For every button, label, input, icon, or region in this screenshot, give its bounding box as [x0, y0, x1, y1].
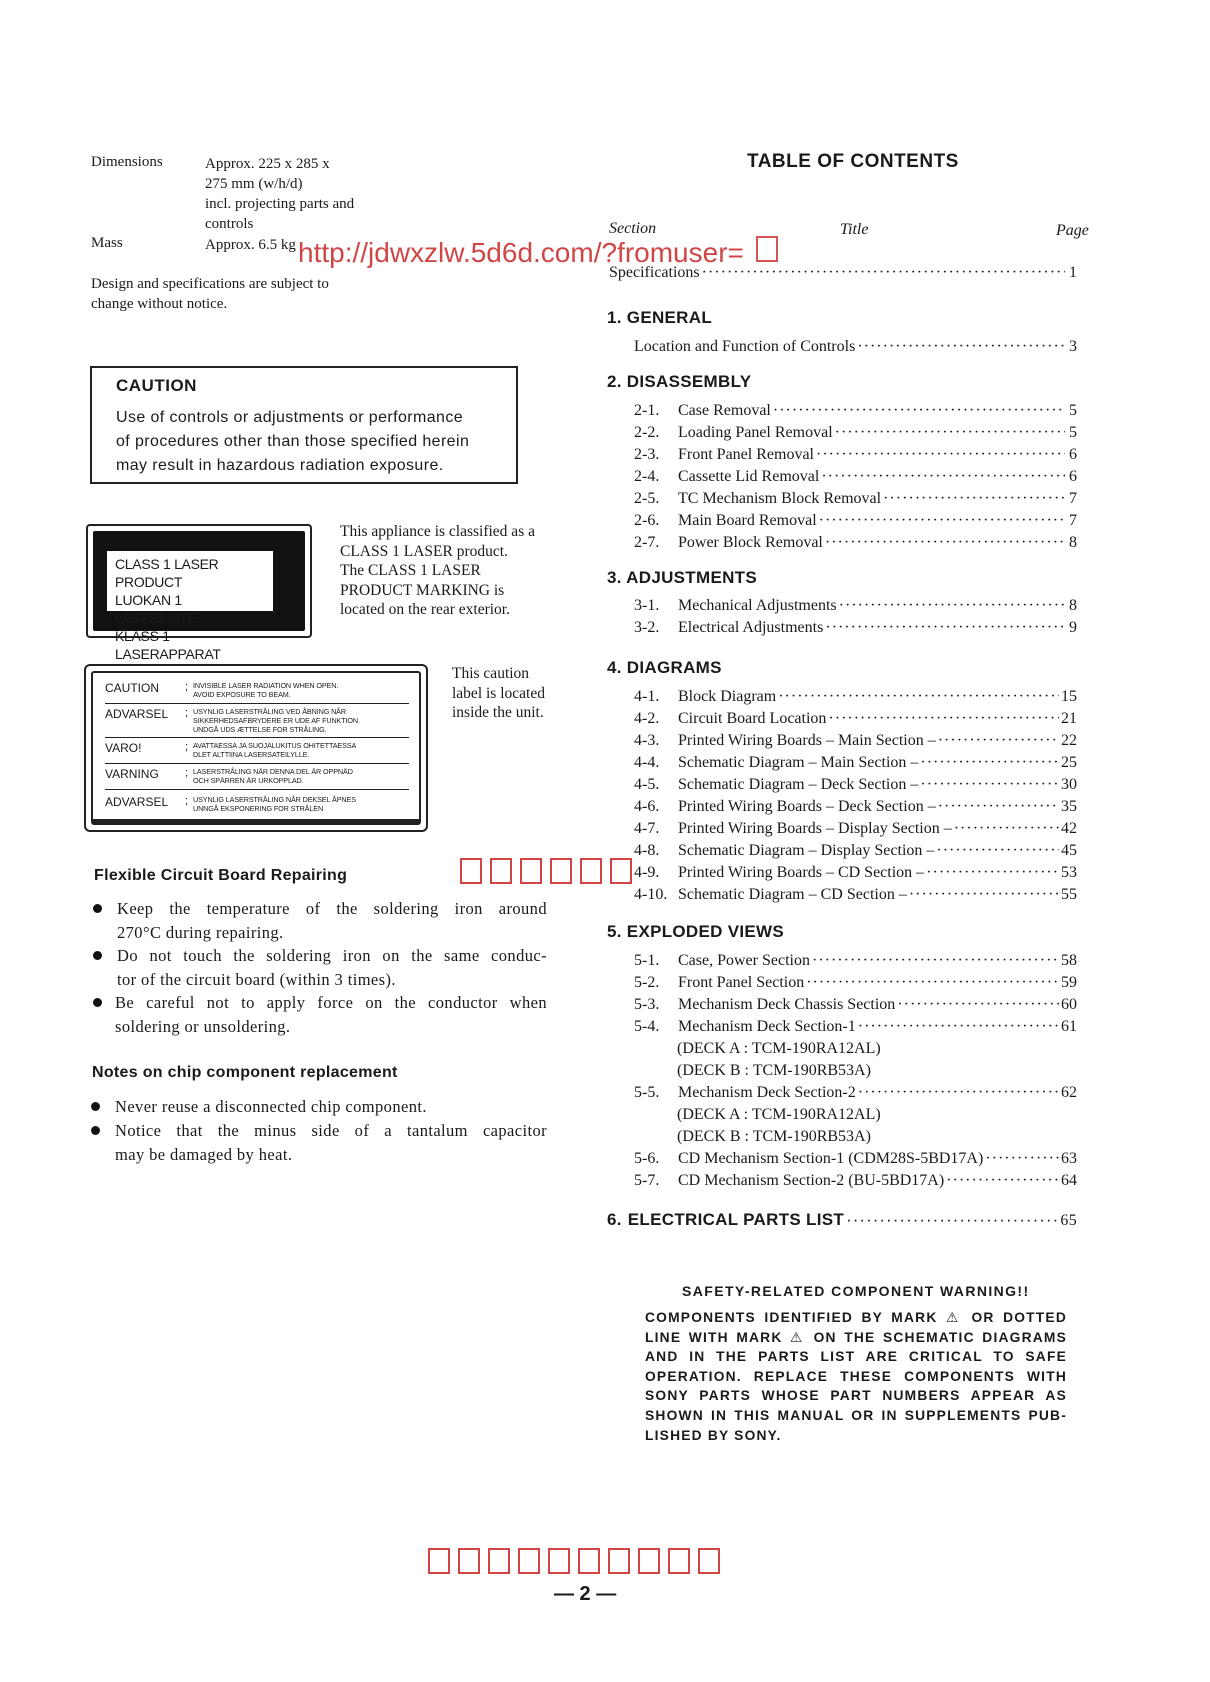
toc-entry[interactable] — [634, 424, 1077, 446]
caution-label — [84, 664, 428, 832]
toc-entry[interactable] — [634, 402, 1077, 424]
toc-entry-title: CD Mechanism Section-2 (BU-5BD17A) — [678, 1172, 945, 1189]
note-line: The CLASS 1 LASER — [340, 562, 481, 579]
toc-entry[interactable] — [634, 864, 1077, 886]
bullet-line: Be careful not to apply force on the conductor when — [115, 993, 547, 1012]
notice-line: Design and specifications are subject to — [91, 276, 329, 292]
toc-entry-page: 6 — [1069, 446, 1077, 463]
mass-value: Approx. 6.5 kg — [205, 237, 296, 253]
toc-entry-title: Cassette Lid Removal — [678, 468, 820, 485]
warning-line: LISHED BY SONY. — [645, 1427, 782, 1443]
toc-entry-num: 2-5. — [634, 490, 660, 507]
note-line: PRODUCT MARKING is — [340, 581, 505, 599]
toc-entry-page: 63 — [1061, 1150, 1077, 1167]
toc-entry-title: Case, Power Section — [678, 952, 810, 969]
toc-entry[interactable] — [634, 776, 1077, 798]
flex-item — [117, 944, 547, 992]
dimensions-line: 275 mm (w/h/d) — [205, 176, 303, 192]
caution-label-row: VARNING ; LASERSTRÅLING NÄR DENNA DEL ÄR OPPNÄD OCH SPÄRREN ÄR URKOPPLAD. — [105, 767, 409, 785]
dimensions-value — [205, 154, 354, 234]
dimensions-line: incl. projecting parts and — [205, 196, 355, 212]
chip-item — [115, 1119, 547, 1167]
toc-head-section: Section — [609, 220, 657, 237]
toc-entry-num: 2-4. — [634, 468, 660, 485]
toc-entry[interactable] — [634, 1150, 1077, 1172]
caution-label-lang: ADVARSEL — [105, 707, 169, 721]
toc-entry-num: 5-6. — [634, 1150, 660, 1167]
watermark-boxes-bottom — [428, 1548, 728, 1579]
toc-entry-title: CD Mechanism Section-1 (CDM28S-5BD17A) — [678, 1150, 984, 1167]
toc-entry-page: 7 — [1069, 490, 1077, 507]
toc-entry-page: 45 — [1061, 842, 1077, 859]
mass-label: Mass — [91, 235, 123, 251]
toc-entry-num: 4-9. — [634, 864, 660, 881]
toc-entry-page: 15 — [1061, 688, 1077, 705]
toc-entry[interactable] — [634, 710, 1077, 732]
toc-entry-page: 60 — [1061, 996, 1077, 1013]
toc-entry-page: 58 — [1061, 952, 1077, 969]
caution-line: Use of controls or adjustments or performance — [116, 409, 464, 426]
laser-label-line: KLASS 1 LASERAPPARAT — [115, 628, 221, 662]
caution-label-row: CAUTION ; INVISIBLE LASER RADIATION WHEN OPEN. AVOID EXPOSURE TO BEAM. — [105, 681, 409, 699]
toc-entry[interactable] — [634, 974, 1077, 996]
toc-entry-title: Electrical Adjustments — [678, 619, 824, 636]
toc-entry[interactable] — [634, 468, 1077, 490]
toc-entry-num: 4-5. — [634, 776, 660, 793]
toc-entry[interactable] — [634, 842, 1077, 864]
toc-entry-title: Specifications — [609, 264, 700, 281]
flex-heading: Flexible Circuit Board Repairing — [94, 867, 348, 884]
toc-entry[interactable] — [634, 1172, 1077, 1194]
toc-entry-page: 8 — [1069, 597, 1077, 614]
warning-line: LINE WITH MARK ⚠ ON THE SCHEMATIC DIAGRAMS — [645, 1329, 1067, 1345]
toc-entry-page: 64 — [1061, 1172, 1077, 1189]
caution-label-text: UNDGÅ UDS ÆTTELSE FOR STRÅLING. — [193, 725, 327, 734]
toc-entry-num: 4-7. — [634, 820, 660, 837]
caution-label-text: AVOID EXPOSURE TO BEAM. — [193, 690, 291, 699]
caution-label-row: VARO! ; AVATTAESSA JA SUOJALUKITUS OHITETTAESSA DLET ALTTIINA LASERSATEILYLLE. — [105, 741, 409, 759]
caution-label-row: ADVARSEL ; USYNLIG LASERSTRÅLING VED ÅBNING NÅR SIKKERHEDSAFBRYDERE ER UDE AF FUNKTION. UNDGÅ UDS ÆTTELSE FOR STRÅLING. — [105, 707, 409, 734]
toc-entry-num: 3-1. — [634, 597, 660, 614]
class1-laser-label — [86, 524, 312, 662]
toc-entry-title: Printed Wiring Boards – CD Section – — [678, 864, 925, 881]
toc-entry-num: 2-1. — [634, 402, 660, 419]
toc-entry-title: Printed Wiring Boards – Deck Section – — [678, 798, 936, 815]
toc-entry[interactable] — [634, 512, 1077, 534]
caution-label-lang: VARNING — [105, 767, 159, 781]
toc-entry-page: 3 — [1069, 338, 1077, 355]
caution-box — [90, 366, 518, 484]
toc-entry-page: 6 — [1069, 468, 1077, 485]
caution-label-text: USYNLIG LASERSTRÅLING NÅR DEKSEL ÅPNES — [193, 795, 356, 804]
toc-entry[interactable] — [634, 820, 1077, 842]
caution-label-text: USYNLIG LASERSTRÅLING VED ÅBNING NÅR — [193, 707, 346, 716]
toc-entry-title: Front Panel Removal — [678, 446, 814, 463]
toc-entry-num: 4-6. — [634, 798, 660, 815]
bullet-line: 270°C during repairing. — [117, 923, 284, 942]
toc-entry-num: 5-1. — [634, 952, 660, 969]
toc-entry-num: 4-3. — [634, 732, 660, 749]
caution-label-note — [452, 664, 545, 723]
note-line: This caution — [452, 665, 530, 682]
toc-entry-page: 8 — [1069, 534, 1077, 551]
toc-entry-page: 53 — [1061, 864, 1077, 881]
toc-entry[interactable] — [634, 597, 1077, 619]
chip-item — [115, 1095, 547, 1119]
toc-section-heading: 4. DIAGRAMS — [607, 658, 722, 677]
warning-line: SHOWN IN THIS MANUAL OR IN SUPPLEMENTS PUB- — [645, 1407, 1067, 1423]
toc-entry[interactable] — [634, 490, 1077, 512]
caution-label-text: OCH SPÄRREN ÄR URKOPPLAD. — [193, 776, 304, 785]
laser-label-line: CLASS 1 LASER PRODUCT — [115, 556, 219, 590]
caution-label-text: UNNGÅ EKSPONERING FOR STRÅLEN — [193, 804, 324, 813]
toc-entry-title: Schematic Diagram – Main Section – — [678, 754, 919, 771]
bullet-line: Do not touch the soldering iron on the same conduc- — [117, 946, 547, 965]
toc-entry[interactable] — [634, 952, 1077, 974]
toc-entry-num: 4-2. — [634, 710, 660, 727]
toc-entry-num: 5-3. — [634, 996, 660, 1013]
caution-text — [116, 406, 506, 478]
toc-entry-title: Mechanism Deck Section-1 — [678, 1018, 856, 1035]
caution-label-row: ADVARSEL ; USYNLIG LASERSTRÅLING NÅR DEKSEL ÅPNES UNNGÅ EKSPONERING FOR STRÅLEN — [105, 795, 409, 813]
chip-heading: Notes on chip component replacement — [92, 1064, 398, 1081]
toc-section-heading: 3. ADJUSTMENTS — [607, 568, 757, 587]
toc-entry-subline: (DECK A : TCM-190RA12AL) — [677, 1106, 881, 1123]
toc-entry[interactable] — [634, 732, 1077, 754]
toc-entry-subline: (DECK B : TCM-190RB53A) — [677, 1062, 871, 1079]
note-line: This appliance is classified as a — [340, 523, 535, 540]
toc-entry[interactable] — [634, 688, 1077, 710]
toc-entry-title: Case Removal — [678, 402, 771, 419]
toc-entry-page: 35 — [1061, 798, 1077, 815]
toc-entry-title: Mechanical Adjustments — [678, 597, 837, 614]
warning-text — [645, 1308, 1067, 1445]
bullet-line: Never reuse a disconnected chip component. — [115, 1097, 427, 1116]
toc-entry-num: 5-5. — [634, 1084, 660, 1101]
toc-entry-num: 4-1. — [634, 688, 660, 705]
watermark-url — [298, 236, 786, 269]
toc-entry-page: 59 — [1061, 974, 1077, 991]
toc-entry-page: 62 — [1061, 1084, 1077, 1101]
caution-label-lang: ADVARSEL — [105, 795, 169, 809]
caution-line: of procedures other than those specified herein — [116, 433, 470, 450]
toc-entry-page: 7 — [1069, 512, 1077, 529]
bullet-line: tor of the circuit board (within 3 times). — [117, 970, 396, 989]
toc-entry-title: Location and Function of Controls — [634, 338, 856, 355]
caution-label-lang: CAUTION — [105, 681, 159, 695]
caution-label-text: AVATTAESSA JA SUOJALUKITUS OHITETTAESSA — [193, 741, 357, 750]
caution-line: may result in hazardous radiation exposure. — [116, 457, 444, 474]
toc-entry-title: Loading Panel Removal — [678, 424, 833, 441]
toc-entry-page: 5 — [1069, 424, 1077, 441]
toc-entry-title: Mechanism Deck Chassis Section — [678, 996, 896, 1013]
toc-entry-page: 25 — [1061, 754, 1077, 771]
toc-section-heading: 5. EXPLODED VIEWS — [607, 922, 785, 941]
toc-section-heading: 1. GENERAL — [607, 308, 713, 327]
note-line: inside the unit. — [452, 704, 544, 721]
toc-entry[interactable] — [634, 446, 1077, 468]
toc-section-heading: 6. ELECTRICAL PARTS LIST ····· 65 — [607, 1210, 1077, 1230]
toc-entry-subline: (DECK B : TCM-190RB53A) — [677, 1128, 871, 1145]
toc-entry-title: Schematic Diagram – CD Section – — [678, 886, 907, 903]
note-line: label is located — [452, 684, 545, 702]
toc-entry-title: Printed Wiring Boards – Display Section – — [678, 820, 952, 837]
toc-entry-num: 4-10. — [634, 886, 668, 903]
toc-entry[interactable] — [634, 1018, 1077, 1040]
warning-title: SAFETY-RELATED COMPONENT WARNING!! — [682, 1283, 1030, 1299]
toc-entry[interactable] — [634, 534, 1077, 556]
toc-head-title: Title — [840, 221, 869, 238]
toc-entry-subline: (DECK A : TCM-190RA12AL) — [677, 1040, 881, 1057]
toc-entry-title: TC Mechanism Block Removal — [678, 490, 882, 507]
note-line: CLASS 1 LASER product. — [340, 542, 508, 560]
toc-entry-num: 2-7. — [634, 534, 660, 551]
toc-entry-title: Power Block Removal — [678, 534, 823, 551]
caution-label-text: SIKKERHEDSAFBRYDERE ER UDE AF FUNKTION. — [193, 716, 360, 725]
toc-entry[interactable] — [634, 886, 1077, 908]
toc-entry[interactable] — [634, 1084, 1077, 1106]
caution-label-text: INVISIBLE LASER RADIATION WHEN OPEN. — [193, 681, 339, 690]
toc-entry-num: 5-4. — [634, 1018, 660, 1035]
warning-line: COMPONENTS IDENTIFIED BY MARK ⚠ OR DOTTED — [645, 1310, 1067, 1325]
flex-item — [117, 897, 547, 945]
toc-entry[interactable] — [634, 754, 1077, 776]
toc-entry-num: 5-2. — [634, 974, 660, 991]
notice-line: change without notice. — [91, 296, 228, 312]
toc-entry-title: Block Diagram — [678, 688, 777, 705]
toc-entry-num: 4-4. — [634, 754, 660, 771]
toc-entry-title: Printed Wiring Boards – Main Section – — [678, 732, 936, 749]
watermark-boxes-mid — [460, 858, 640, 889]
toc-entry[interactable] — [634, 619, 1077, 641]
caution-title: CAUTION — [116, 376, 197, 395]
flex-item — [115, 991, 547, 1039]
toc-entry-title: Schematic Diagram – Display Section – — [678, 842, 935, 859]
caution-label-lang: VARO! — [105, 741, 142, 755]
toc-entry[interactable] — [634, 996, 1077, 1018]
toc-entry[interactable] — [634, 338, 1077, 360]
toc-entry-title: Circuit Board Location — [678, 710, 827, 727]
laser-label-note — [340, 522, 535, 620]
toc-entry-title: Front Panel Section — [678, 974, 805, 991]
warning-line: AND IN THE PARTS LIST ARE CRITICAL TO SAFE — [645, 1349, 1067, 1365]
toc-entry-title: Main Board Removal — [678, 512, 817, 529]
toc-entry-page: 21 — [1061, 710, 1077, 727]
toc-entry-page: 30 — [1061, 776, 1077, 793]
toc-head-page: Page — [1056, 222, 1089, 239]
toc-entry-num: 2-6. — [634, 512, 660, 529]
toc-entry-num: 3-2. — [634, 619, 660, 636]
dimensions-label: Dimensions — [91, 154, 163, 170]
toc-entry-page: 61 — [1061, 1018, 1077, 1035]
toc-entry[interactable] — [634, 798, 1077, 820]
warning-line: SONY PARTS WHOSE PART NUMBERS APPEAR AS — [645, 1388, 1067, 1404]
page-number: — 2 — — [554, 1583, 617, 1605]
laser-label-line: LUOKAN 1 LASERLAITE — [115, 592, 197, 626]
bullet-line: Keep the temperature of the soldering iron around — [117, 899, 547, 918]
toc-entry-title: Mechanism Deck Section-2 — [678, 1084, 856, 1101]
caution-label-text: DLET ALTTIINA LASERSATEILYLLE. — [193, 750, 310, 759]
toc-entry-num: 4-8. — [634, 842, 660, 859]
bullet-line: may be damaged by heat. — [115, 1145, 293, 1164]
toc-entry-page: 5 — [1069, 402, 1077, 419]
dimensions-line: Approx. 225 x 285 x — [205, 156, 330, 172]
bullet-line: Notice that the minus side of a tantalum capacitor — [115, 1121, 547, 1140]
watermark-url-text: http://jdwxzlw.5d6d.com/?fromuser= — [298, 237, 744, 268]
toc-title: TABLE OF CONTENTS — [747, 151, 959, 172]
toc-section-heading: 2. DISASSEMBLY — [607, 372, 752, 391]
caution-label-text: LASERSTRÅLING NÄR DENNA DEL ÄR OPPNÄD — [193, 767, 353, 776]
spec-notice — [91, 274, 329, 314]
bullet-line: soldering or unsoldering. — [115, 1017, 291, 1036]
toc-entry-page: 42 — [1061, 820, 1077, 837]
note-line: located on the rear exterior. — [340, 601, 510, 618]
toc-entry-page: 1 — [1069, 264, 1077, 281]
toc-entry-num: 5-7. — [634, 1172, 660, 1189]
dimensions-line: controls — [205, 216, 254, 232]
toc-entry-title: Schematic Diagram – Deck Section – — [678, 776, 919, 793]
toc-entry-page: 55 — [1061, 886, 1077, 903]
toc-entry-page: 9 — [1069, 619, 1077, 636]
toc-entry-num: 2-2. — [634, 424, 660, 441]
warning-line: OPERATION. REPLACE THESE COMPONENTS WITH — [645, 1368, 1067, 1384]
toc-entry-num: 2-3. — [634, 446, 660, 463]
toc-entry-page: 22 — [1061, 732, 1077, 749]
